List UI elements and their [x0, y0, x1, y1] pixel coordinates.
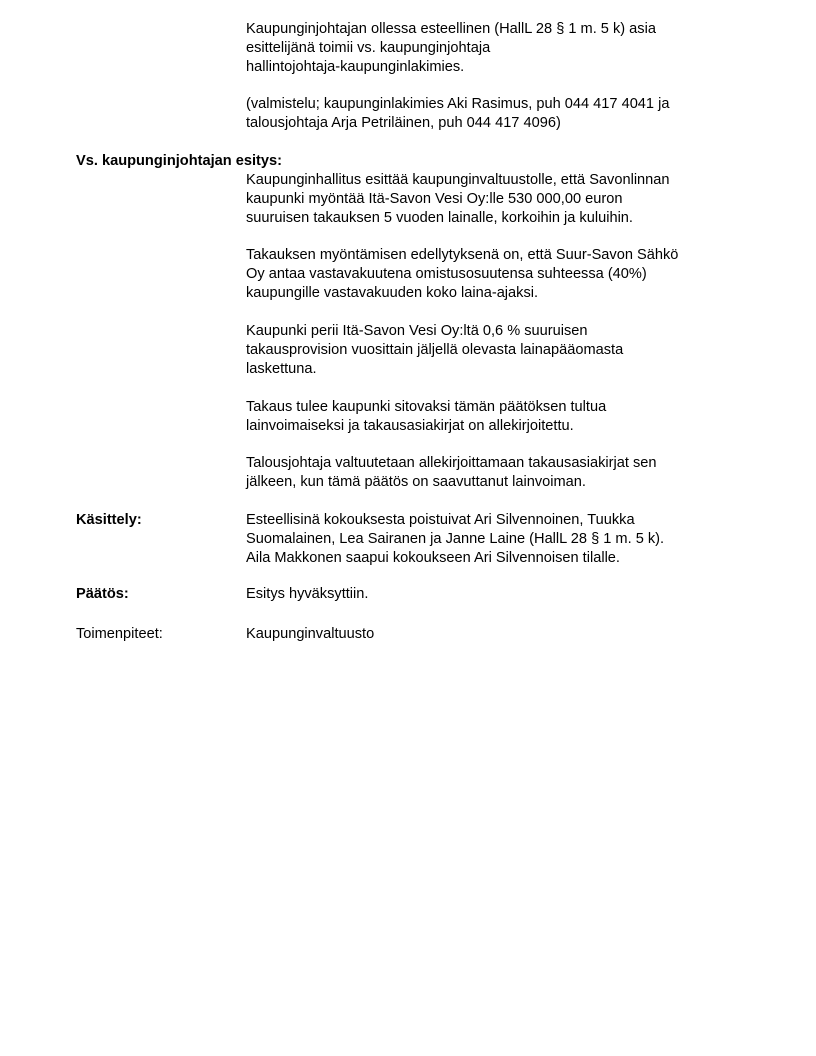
proposal-line: jälkeen, kun tämä päätös on saavuttanut lainvoiman. — [246, 474, 586, 490]
proposal-line: Takauksen myöntämisen edellytyksenä on, että Suur-Savon Sähkö — [246, 247, 679, 263]
preparation-note-line: talousjohtaja Arja Petriläinen, puh 044 417 4096) — [246, 115, 561, 131]
handling-text — [246, 511, 736, 568]
proposal-line: suuruisen takauksen 5 vuoden lainalle, korkoihin ja kuluihin. — [246, 210, 633, 226]
handling-line: Esteellisinä kokouksesta poistuivat Ari Silvennoinen, Tuukka — [246, 512, 635, 528]
proposal-paragraph — [246, 398, 736, 436]
proposal-line: kaupungille vastavakuuden koko laina-ajaksi. — [246, 285, 539, 301]
preparation-note — [246, 95, 736, 133]
presenter-note — [246, 20, 736, 77]
decision-label: Päätös: — [76, 586, 129, 602]
proposal-line: lainvoimaiseksi ja takausasiakirjat on allekirjoitettu. — [246, 418, 574, 434]
proposal-paragraph — [246, 171, 736, 228]
presenter-note-line: Kaupunginjohtajan ollessa esteellinen (HallL 28 § 1 m. 5 k) asia — [246, 21, 656, 37]
handling-label: Käsittely: — [76, 512, 142, 528]
actions-label: Toimenpiteet: — [76, 626, 163, 642]
proposal-line: Kaupunki perii Itä-Savon Vesi Oy:ltä 0,6 % suuruisen — [246, 323, 588, 339]
proposal-line: laskettuna. — [246, 361, 317, 377]
proposal-line: takausprovision vuosittain jäljellä olevasta lainapääomasta — [246, 342, 624, 358]
proposal-line: Takaus tulee kaupunki sitovaksi tämän päätöksen tultua — [246, 399, 607, 415]
proposal-line: kaupunki myöntää Itä-Savon Vesi Oy:lle 530 000,00 euron — [246, 191, 623, 207]
proposal-paragraph — [246, 322, 736, 379]
decision-text: Esitys hyväksyttiin. — [246, 586, 369, 602]
handling-line: Aila Makkonen saapui kokoukseen Ari Silvennoisen tilalle. — [246, 550, 620, 566]
actions-text: Kaupunginvaltuusto — [246, 626, 375, 642]
presenter-note-line: esittelijänä toimii vs. kaupunginjohtaja — [246, 40, 491, 56]
proposal-line: Kaupunginhallitus esittää kaupunginvaltuustolle, että Savonlinnan — [246, 172, 670, 188]
proposal-heading: Vs. kaupunginjohtajan esitys: — [76, 153, 282, 169]
proposal-paragraph — [246, 246, 736, 303]
proposal-line: Oy antaa vastavakuutena omistusosuutensa suhteessa (40%) — [246, 266, 647, 282]
preparation-note-line: (valmistelu; kaupunginlakimies Aki Rasimus, puh 044 417 4041 ja — [246, 96, 670, 112]
presenter-note-line: hallintojohtaja-kaupunginlakimies. — [246, 59, 465, 75]
proposal-paragraph — [246, 454, 736, 492]
proposal-line: Talousjohtaja valtuutetaan allekirjoittamaan takausasiakirjat sen — [246, 455, 657, 471]
handling-line: Suomalainen, Lea Sairanen ja Janne Laine (HallL 28 § 1 m. 5 k). — [246, 531, 665, 547]
